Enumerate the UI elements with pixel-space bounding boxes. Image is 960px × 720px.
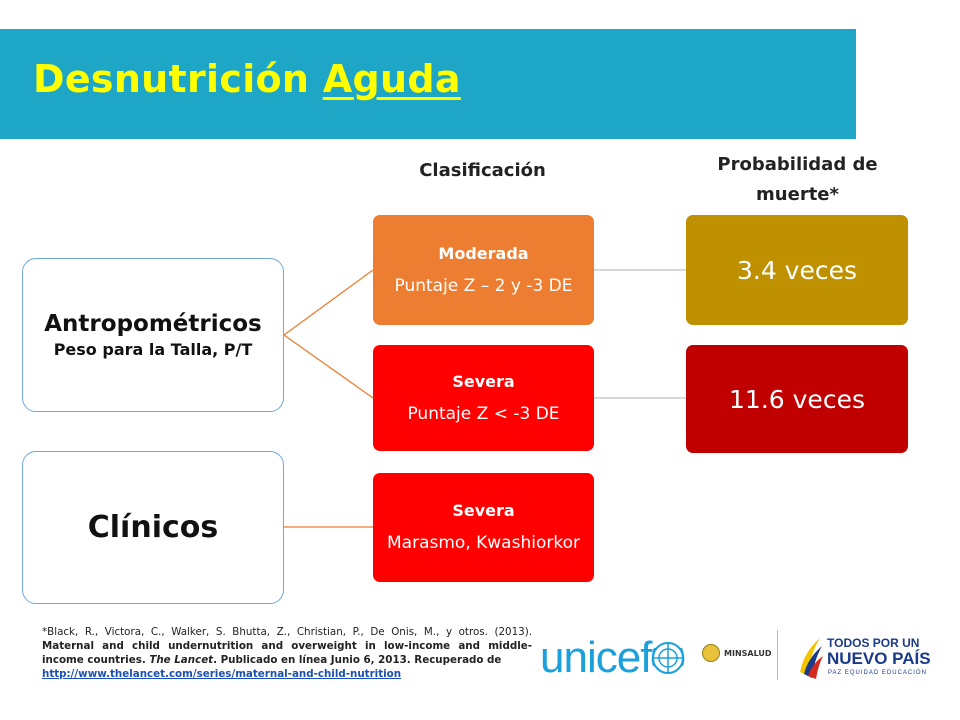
footnote-published: . Publicado en línea Junio 6, 2013. Recuperado de [213,654,502,666]
box-moderada-body: Puntaje Z – 2 y -3 DE [394,275,573,296]
un-emblem-icon [648,638,688,678]
footnote-article-title: Maternal and child undernutrition and overweight in low-income and middle-income countries. [42,640,532,666]
todos-por-un-nuevo-pais-logo [792,624,931,686]
footnote-authors: *Black, R., Victora, C., Walker, S. Bhutta, Z., Christian, P., De Onis, M., y otros. (2013). [42,626,532,638]
footnote-link[interactable]: http://www.thelancet.com/series/maternal-and-child-nutrition [42,668,402,680]
box-severa-clinica [373,473,594,582]
tpun-line1: TODOS POR UN [827,636,920,650]
box-severa-clinica-body: Marasmo, Kwashiorkor [387,533,580,553]
reference-footnote [42,625,532,681]
logo-divider [777,630,778,680]
box-severa-antropometrica [373,345,594,451]
box-antropometricos-subtitle: Peso para la Talla, P/T [53,340,253,359]
box-severa-clinica-heading: Severa [452,501,515,520]
column-label-probabilidad: Probabilidad de muerte* [717,154,878,205]
minsalud-logo [702,644,772,662]
box-probabilidad-severa: 11.6 veces [686,345,908,453]
box-moderada-heading: Moderada [438,243,529,263]
minsalud-label: MINSALUD [724,648,772,658]
box-moderada [373,215,594,325]
page-title [33,57,461,101]
box-antropometricos-title: Antropométricos [44,311,262,337]
box-severa-antropometrica-body: Puntaje Z < -3 DE [407,403,560,424]
box-antropometricos [22,258,284,412]
colombia-flag-icon [796,632,824,680]
connector-antropometricos-severa [284,335,373,398]
tpun-line2: NUEVO PAÍS [827,649,931,668]
tpun-line3: PAZ EQUIDAD EDUCACIÓN [828,670,927,676]
unicef-logo: unicef [540,633,652,682]
box-probabilidad-moderada: 3.4 veces [686,215,908,325]
box-clinicos-title: Clínicos [87,510,219,545]
column-label-clasificacion: Clasificación [419,160,546,181]
title-word-aguda: Aguda [322,57,461,101]
footnote-journal: The Lancet [149,654,214,666]
colombia-seal-icon [702,644,720,662]
title-word-desnutricion: Desnutrición [33,57,310,101]
box-severa-antropometrica-heading: Severa [452,371,515,391]
connector-antropometricos-moderada [284,270,373,335]
box-clinicos [22,451,284,604]
